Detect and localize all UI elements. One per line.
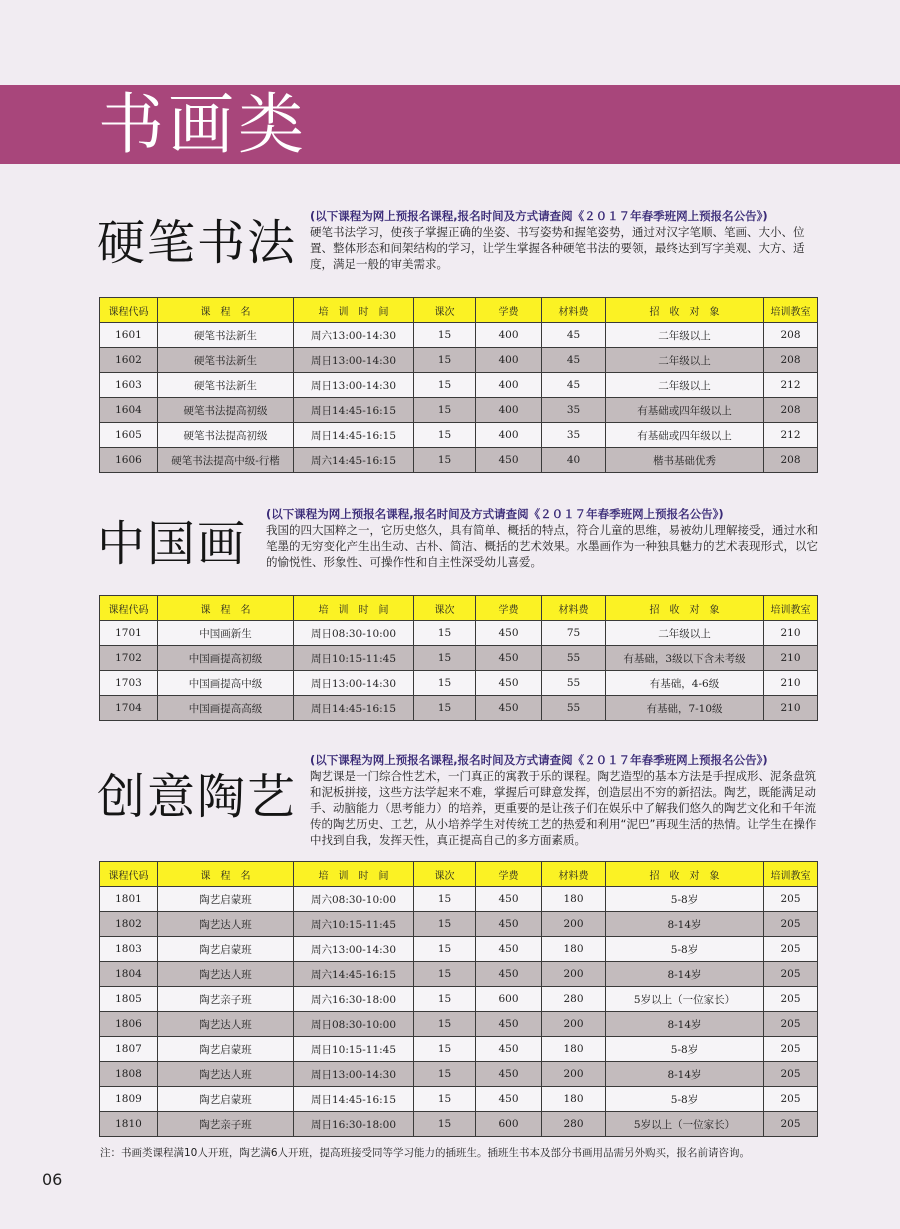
cell-course-name: 硬笔书法提高初级 [158, 423, 294, 448]
column-header-enrollment-target: 招 收 对 象 [606, 596, 764, 621]
cell-enrollment-target: 8-14岁 [606, 912, 764, 937]
column-header-tuition: 学费 [476, 298, 542, 323]
cell-classroom: 205 [764, 962, 818, 987]
cell-enrollment-target: 5-8岁 [606, 1037, 764, 1062]
table-row [100, 1112, 818, 1137]
cell-material-fee: 35 [542, 398, 606, 423]
table-row [100, 696, 818, 721]
cell-course-name: 陶艺启蒙班 [158, 1037, 294, 1062]
cell-sessions: 15 [414, 696, 476, 721]
column-header-material-fee: 材料费 [542, 862, 606, 887]
column-header-sessions: 课次 [414, 596, 476, 621]
cell-schedule: 周日14:45-16:15 [294, 696, 414, 721]
cell-material-fee: 280 [542, 987, 606, 1012]
cell-sessions: 15 [414, 937, 476, 962]
cell-enrollment-target: 二年级以上 [606, 323, 764, 348]
column-header-course-name: 课 程 名 [158, 596, 294, 621]
cell-schedule: 周日08:30-10:00 [294, 621, 414, 646]
cell-classroom: 205 [764, 1037, 818, 1062]
cell-course-code: 1605 [100, 423, 158, 448]
cell-material-fee: 200 [542, 1062, 606, 1087]
cell-schedule: 周日16:30-18:00 [294, 1112, 414, 1137]
cell-material-fee: 200 [542, 962, 606, 987]
cell-enrollment-target: 8-14岁 [606, 1012, 764, 1037]
table-row [100, 348, 818, 373]
cell-sessions: 15 [414, 621, 476, 646]
table-header-row [100, 862, 818, 887]
cell-classroom: 205 [764, 887, 818, 912]
cell-sessions: 15 [414, 323, 476, 348]
cell-enrollment-target: 有基础或四年级以上 [606, 398, 764, 423]
column-header-tuition: 学费 [476, 862, 542, 887]
table-row [100, 621, 818, 646]
cell-material-fee: 280 [542, 1112, 606, 1137]
cell-schedule: 周日13:00-14:30 [294, 348, 414, 373]
cell-tuition: 450 [476, 937, 542, 962]
cell-sessions: 15 [414, 1037, 476, 1062]
cell-classroom: 210 [764, 671, 818, 696]
cell-enrollment-target: 5岁以上（一位家长） [606, 987, 764, 1012]
cell-course-name: 中国画提高高级 [158, 696, 294, 721]
cell-classroom: 205 [764, 1112, 818, 1137]
cell-classroom: 205 [764, 1062, 818, 1087]
table-row [100, 1037, 818, 1062]
cell-course-name: 硬笔书法提高初级 [158, 398, 294, 423]
cell-schedule: 周六13:00-14:30 [294, 323, 414, 348]
online-registration-notice: (以下课程为网上预报名课程,报名时间及方式请查阅《２０１７年春季班网上预报名公告》) [310, 209, 768, 223]
cell-course-code: 1810 [100, 1112, 158, 1137]
cell-tuition: 450 [476, 962, 542, 987]
cell-classroom: 208 [764, 398, 818, 423]
column-header-classroom: 培训教室 [764, 596, 818, 621]
column-header-classroom: 培训教室 [764, 298, 818, 323]
cell-schedule: 周六14:45-16:15 [294, 448, 414, 473]
cell-course-name: 陶艺达人班 [158, 962, 294, 987]
cell-classroom: 208 [764, 348, 818, 373]
column-header-course-code: 课程代码 [100, 596, 158, 621]
cell-enrollment-target: 有基础，7-10级 [606, 696, 764, 721]
cell-course-name: 陶艺启蒙班 [158, 1087, 294, 1112]
column-header-material-fee: 材料费 [542, 596, 606, 621]
cell-material-fee: 55 [542, 671, 606, 696]
column-header-sessions: 课次 [414, 298, 476, 323]
cell-schedule: 周六10:15-11:45 [294, 912, 414, 937]
cell-course-code: 1805 [100, 987, 158, 1012]
table-row [100, 671, 818, 696]
section-title-chinese-painting: 中国画 [97, 516, 248, 572]
cell-tuition: 450 [476, 696, 542, 721]
cell-tuition: 450 [476, 646, 542, 671]
cell-classroom: 205 [764, 937, 818, 962]
cell-sessions: 15 [414, 373, 476, 398]
cell-tuition: 450 [476, 1012, 542, 1037]
cell-enrollment-target: 二年级以上 [606, 621, 764, 646]
cell-tuition: 450 [476, 1087, 542, 1112]
cell-enrollment-target: 二年级以上 [606, 373, 764, 398]
cell-tuition: 600 [476, 987, 542, 1012]
cell-schedule: 周日13:00-14:30 [294, 373, 414, 398]
cell-course-code: 1704 [100, 696, 158, 721]
cell-course-code: 1702 [100, 646, 158, 671]
table-header-row [100, 596, 818, 621]
cell-classroom: 205 [764, 987, 818, 1012]
cell-tuition: 400 [476, 323, 542, 348]
cell-classroom: 205 [764, 912, 818, 937]
cell-tuition: 450 [476, 912, 542, 937]
column-header-enrollment-target: 招 收 对 象 [606, 862, 764, 887]
online-registration-notice: (以下课程为网上预报名课程,报名时间及方式请查阅《２０１７年春季班网上预报名公告》) [310, 753, 768, 767]
cell-enrollment-target: 8-14岁 [606, 962, 764, 987]
cell-sessions: 15 [414, 912, 476, 937]
cell-course-code: 1802 [100, 912, 158, 937]
section-description: 我国的四大国粹之一，它历史悠久，具有简单、概括的特点，符合儿童的思维，易被幼儿理解接受，通过水和笔墨的无穷变化产生出生动、古朴、简洁、概括的艺术效果。水墨画作为一种独具魅力的艺术表现形式，以它的愉悦性、形象性、可操作性和自主性深受幼儿喜爱。 [266, 523, 818, 569]
cell-tuition: 450 [476, 1037, 542, 1062]
cell-tuition: 400 [476, 348, 542, 373]
cell-sessions: 15 [414, 962, 476, 987]
cell-course-code: 1603 [100, 373, 158, 398]
cell-course-code: 1809 [100, 1087, 158, 1112]
table-row [100, 937, 818, 962]
cell-material-fee: 180 [542, 1037, 606, 1062]
cell-enrollment-target: 二年级以上 [606, 348, 764, 373]
cell-schedule: 周六14:45-16:15 [294, 962, 414, 987]
cell-material-fee: 45 [542, 323, 606, 348]
cell-enrollment-target: 5-8岁 [606, 887, 764, 912]
cell-schedule: 周日08:30-10:00 [294, 1012, 414, 1037]
cell-sessions: 15 [414, 448, 476, 473]
cell-course-code: 1807 [100, 1037, 158, 1062]
cell-material-fee: 55 [542, 696, 606, 721]
cell-schedule: 周日14:45-16:15 [294, 1087, 414, 1112]
cell-course-name: 陶艺亲子班 [158, 1112, 294, 1137]
cell-material-fee: 180 [542, 887, 606, 912]
column-header-tuition: 学费 [476, 596, 542, 621]
cell-course-name: 中国画新生 [158, 621, 294, 646]
table-row [100, 646, 818, 671]
section-title-pottery: 创意陶艺 [97, 769, 298, 825]
cell-course-code: 1804 [100, 962, 158, 987]
table-row [100, 448, 818, 473]
cell-course-name: 中国画提高中级 [158, 671, 294, 696]
table-row [100, 1012, 818, 1037]
cell-schedule: 周日13:00-14:30 [294, 671, 414, 696]
column-header-sessions: 课次 [414, 862, 476, 887]
cell-classroom: 208 [764, 448, 818, 473]
cell-course-code: 1806 [100, 1012, 158, 1037]
cell-sessions: 15 [414, 398, 476, 423]
cell-tuition: 400 [476, 423, 542, 448]
cell-tuition: 450 [476, 448, 542, 473]
table-row [100, 912, 818, 937]
cell-course-name: 硬笔书法新生 [158, 323, 294, 348]
table-row [100, 373, 818, 398]
cell-course-code: 1601 [100, 323, 158, 348]
cell-course-code: 1801 [100, 887, 158, 912]
cell-course-code: 1606 [100, 448, 158, 473]
cell-tuition: 450 [476, 1062, 542, 1087]
cell-material-fee: 40 [542, 448, 606, 473]
section-description: 陶艺课是一门综合性艺术，一门真正的寓教于乐的课程。陶艺造型的基本方法是手捏成形、泥条盘筑和泥板拼接，这些方法学起来不难，掌握后可肆意发挥，创造层出不穷的新招法。陶艺，既能满足动手、动脑能力（思考能力）的培养，更重要的是让孩子们在娱乐中了解我们悠久的陶艺文化和千年流传的陶艺历史、工艺，从小培养学生对传统工艺的热爱和利用“泥巴”再现生活的热情。让学生在操作中找到自我，发挥天性，真正提高自己的多方面素质。 [310, 769, 817, 847]
cell-material-fee: 200 [542, 1012, 606, 1037]
cell-sessions: 15 [414, 987, 476, 1012]
column-header-classroom: 培训教室 [764, 862, 818, 887]
cell-course-code: 1803 [100, 937, 158, 962]
cell-schedule: 周日14:45-16:15 [294, 423, 414, 448]
cell-classroom: 208 [764, 323, 818, 348]
cell-sessions: 15 [414, 1087, 476, 1112]
table-row [100, 398, 818, 423]
cell-classroom: 205 [764, 1012, 818, 1037]
cell-enrollment-target: 有基础，3级以下含未考级 [606, 646, 764, 671]
cell-material-fee: 180 [542, 937, 606, 962]
category-banner [0, 85, 900, 164]
cell-course-name: 陶艺启蒙班 [158, 887, 294, 912]
cell-classroom: 205 [764, 1087, 818, 1112]
column-header-course-name: 课 程 名 [158, 862, 294, 887]
cell-tuition: 450 [476, 887, 542, 912]
cell-classroom: 210 [764, 696, 818, 721]
cell-schedule: 周日13:00-14:30 [294, 1062, 414, 1087]
cell-course-code: 1701 [100, 621, 158, 646]
table-header-row [100, 298, 818, 323]
cell-classroom: 212 [764, 373, 818, 398]
cell-schedule: 周日10:15-11:45 [294, 1037, 414, 1062]
section-description: 硬笔书法学习，使孩子掌握正确的坐姿、书写姿势和握笔姿势，通过对汉字笔顺、笔画、大小、位置、整体形态和间架结构的学习，让学生掌握各种硬笔书法的要领，最终达到写字美观、大方、适度，满足一般的审美需求。 [310, 225, 805, 271]
cell-course-code: 1808 [100, 1062, 158, 1087]
table-row [100, 887, 818, 912]
cell-tuition: 400 [476, 398, 542, 423]
cell-tuition: 600 [476, 1112, 542, 1137]
column-header-course-name: 课 程 名 [158, 298, 294, 323]
cell-course-name: 硬笔书法新生 [158, 373, 294, 398]
cell-course-code: 1604 [100, 398, 158, 423]
cell-sessions: 15 [414, 348, 476, 373]
cell-material-fee: 75 [542, 621, 606, 646]
section-intro-calligraphy [310, 208, 818, 272]
cell-material-fee: 55 [542, 646, 606, 671]
cell-course-name: 陶艺达人班 [158, 1062, 294, 1087]
cell-enrollment-target: 楷书基础优秀 [606, 448, 764, 473]
cell-sessions: 15 [414, 887, 476, 912]
cell-course-code: 1703 [100, 671, 158, 696]
cell-sessions: 15 [414, 1012, 476, 1037]
cell-course-name: 硬笔书法提高中级-行楷 [158, 448, 294, 473]
cell-course-name: 陶艺达人班 [158, 1012, 294, 1037]
cell-schedule: 周日14:45-16:15 [294, 398, 414, 423]
cell-material-fee: 45 [542, 348, 606, 373]
cell-enrollment-target: 有基础，4-6级 [606, 671, 764, 696]
cell-course-name: 陶艺亲子班 [158, 987, 294, 1012]
page-number: 06 [42, 1170, 63, 1189]
cell-material-fee: 45 [542, 373, 606, 398]
cell-enrollment-target: 有基础或四年级以上 [606, 423, 764, 448]
cell-tuition: 400 [476, 373, 542, 398]
cell-sessions: 15 [414, 423, 476, 448]
cell-sessions: 15 [414, 646, 476, 671]
course-table-pottery [99, 861, 818, 1137]
column-header-course-code: 课程代码 [100, 862, 158, 887]
course-table-chinese-painting [99, 595, 818, 721]
cell-course-name: 陶艺启蒙班 [158, 937, 294, 962]
cell-schedule: 周六13:00-14:30 [294, 937, 414, 962]
cell-course-code: 1602 [100, 348, 158, 373]
section-intro-pottery [310, 752, 818, 848]
cell-sessions: 15 [414, 671, 476, 696]
cell-material-fee: 180 [542, 1087, 606, 1112]
cell-schedule: 周日10:15-11:45 [294, 646, 414, 671]
cell-course-name: 硬笔书法新生 [158, 348, 294, 373]
table-row [100, 323, 818, 348]
cell-course-name: 陶艺达人班 [158, 912, 294, 937]
cell-enrollment-target: 5岁以上（一位家长） [606, 1112, 764, 1137]
section-title-calligraphy: 硬笔书法 [97, 215, 298, 271]
column-header-schedule: 培 训 时 间 [294, 862, 414, 887]
column-header-schedule: 培 训 时 间 [294, 596, 414, 621]
table-row [100, 1062, 818, 1087]
cell-course-name: 中国画提高初级 [158, 646, 294, 671]
cell-tuition: 450 [476, 621, 542, 646]
cell-schedule: 周六08:30-10:00 [294, 887, 414, 912]
table-row [100, 1087, 818, 1112]
page-title: 书画类 [98, 86, 308, 163]
cell-classroom: 210 [764, 646, 818, 671]
cell-enrollment-target: 5-8岁 [606, 937, 764, 962]
footnote: 注：书画类课程满10人开班，陶艺满6人开班，提高班接受同等学习能力的插班生。插班生书本及部分书画用品需另外购买，报名前请咨询。 [100, 1147, 751, 1159]
table-row [100, 423, 818, 448]
cell-schedule: 周六16:30-18:00 [294, 987, 414, 1012]
column-header-material-fee: 材料费 [542, 298, 606, 323]
cell-enrollment-target: 8-14岁 [606, 1062, 764, 1087]
course-table-calligraphy [99, 297, 818, 473]
online-registration-notice: (以下课程为网上预报名课程,报名时间及方式请查阅《２０１７年春季班网上预报名公告》) [266, 507, 724, 521]
column-header-enrollment-target: 招 收 对 象 [606, 298, 764, 323]
cell-sessions: 15 [414, 1062, 476, 1087]
cell-classroom: 212 [764, 423, 818, 448]
table-row [100, 962, 818, 987]
column-header-course-code: 课程代码 [100, 298, 158, 323]
cell-classroom: 210 [764, 621, 818, 646]
cell-material-fee: 35 [542, 423, 606, 448]
column-header-schedule: 培 训 时 间 [294, 298, 414, 323]
section-intro-chinese-painting [266, 506, 818, 570]
table-row [100, 987, 818, 1012]
cell-enrollment-target: 5-8岁 [606, 1087, 764, 1112]
cell-tuition: 450 [476, 671, 542, 696]
cell-material-fee: 200 [542, 912, 606, 937]
cell-sessions: 15 [414, 1112, 476, 1137]
